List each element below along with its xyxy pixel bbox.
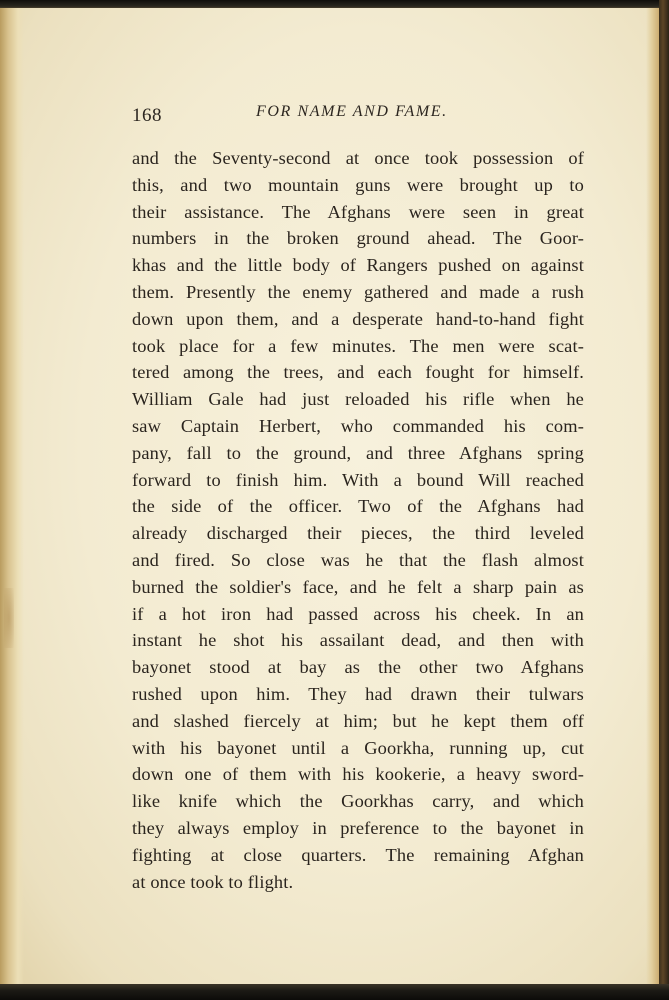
text-line: down one of them with his kookerie, a heavy sword- [132, 764, 584, 785]
running-head: FOR NAME AND FAME. [256, 103, 448, 120]
page-stain [4, 588, 14, 648]
text-line: down upon them, and a desperate hand-to-hand fight [132, 308, 584, 329]
text-line: and the Seventy-second at once took possession of [132, 148, 584, 168]
text-line: numbers in the broken ground ahead. The Goor- [132, 228, 584, 249]
text-line: if a hot iron had passed across his cheek. In an [132, 603, 584, 624]
text-line: khas and the little body of Rangers pushed on against [132, 255, 584, 276]
page-gutter-shadow [0, 8, 24, 985]
text-line: forward to finish him. With a bound Will reached [132, 469, 584, 490]
text-line: already discharged their pieces, the third leveled [132, 523, 584, 544]
text-line: like knife which the Goorkhas carry, and which [132, 791, 584, 812]
text-line: their assistance. The Afghans were seen in great [132, 201, 584, 222]
text-line: with his bayonet until a Goorkha, running up, cut [132, 737, 584, 758]
body-text [132, 145, 584, 895]
text-line: instant he shot his assailant dead, and then with [132, 630, 584, 651]
book-cover-board-edge [659, 0, 669, 1000]
text-line: burned the soldier's face, and he felt a sharp pain as [132, 576, 584, 597]
bottom-binding-edge [0, 984, 669, 1000]
text-line: pany, fall to the ground, and three Afghans spring [132, 442, 584, 463]
text-line: tered among the trees, and each fought for himself. [132, 362, 584, 383]
page-number: 168 [132, 105, 162, 126]
page-right-edge [646, 8, 660, 985]
text-line: and slashed fiercely at him; but he kept them off [132, 710, 584, 731]
text-line: took place for a few minutes. The men were scat- [132, 335, 584, 356]
text-line: rushed upon him. They had drawn their tulwars [132, 683, 584, 704]
text-line: this, and two mountain guns were brought up to [132, 174, 584, 195]
text-line: saw Captain Herbert, who commanded his com- [132, 415, 584, 436]
text-line: bayonet stood at bay as the other two Afghans [132, 657, 584, 678]
text-line: they always employ in preference to the bayonet in [132, 817, 584, 838]
text-line: them. Presently the enemy gathered and made a rush [132, 281, 584, 302]
text-line: William Gale had just reloaded his rifle when he [132, 389, 584, 410]
text-line-last: at once took to flight. [132, 871, 294, 892]
page-header [132, 103, 588, 129]
text-line: and fired. So close was he that the flash almost [132, 549, 584, 570]
text-line: the side of the officer. Two of the Afghans had [132, 496, 584, 517]
text-line: fighting at close quarters. The remaining Afghan [132, 844, 584, 865]
